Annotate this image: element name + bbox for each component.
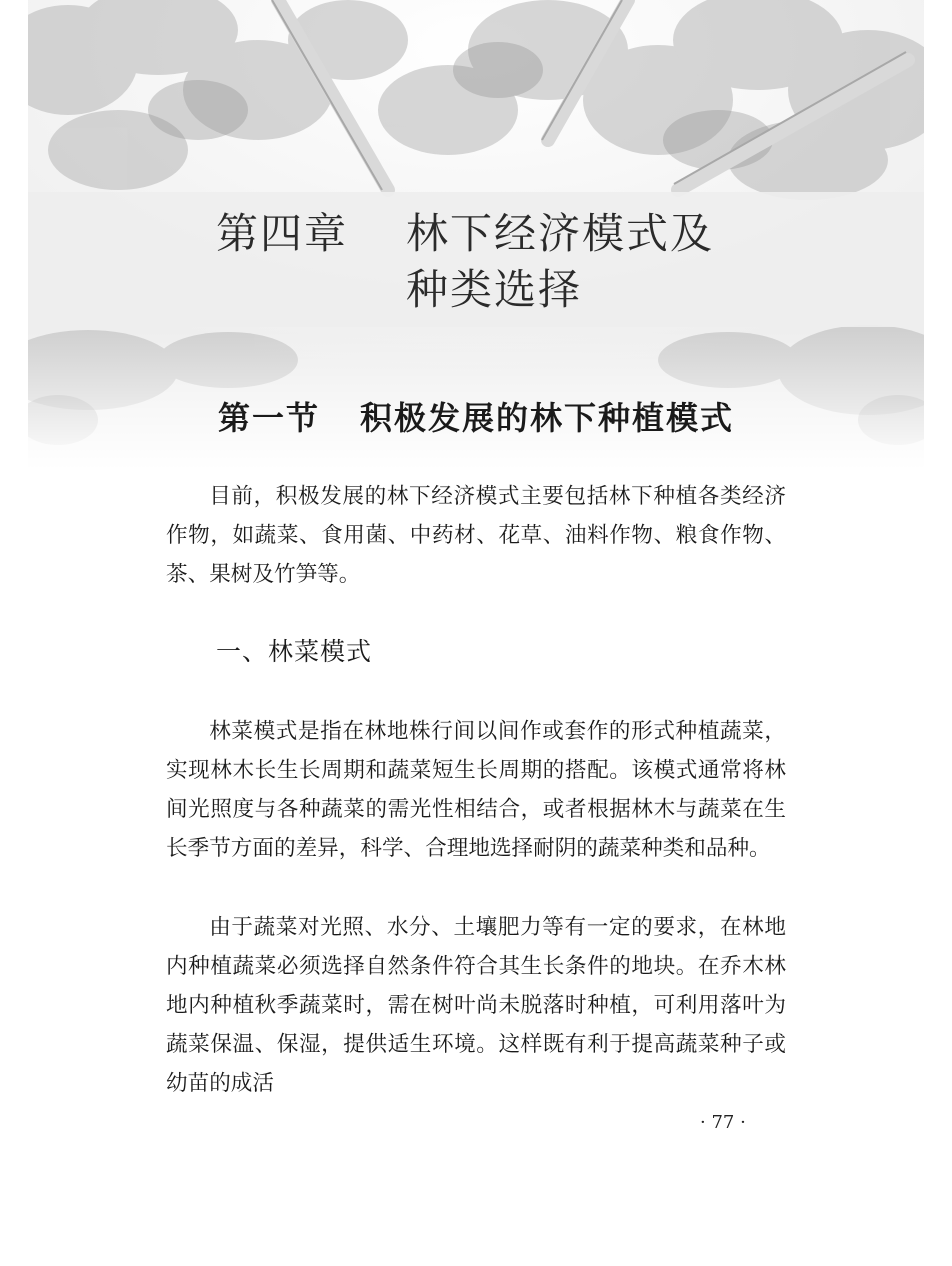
chapter-title-line2: 种类选择 (406, 265, 583, 314)
chapter-title-text: 林下经济模式及 (406, 209, 715, 258)
body-paragraph: 由于蔬菜对光照、水分、土壤肥力等有一定的要求，在林地内种植蔬菜必须选择自然条件符合其生长条件的地块。在乔木林地内种植秋季蔬菜时，需在树叶尚未脱落时种植，可利用落叶为蔬菜保温、保湿，提供适生环境。这样既有利于提高蔬菜种子或幼苗的成活 (166, 915, 786, 1096)
subheading: 一、林菜模式 (216, 637, 373, 666)
page-number: · 77 · (700, 1112, 746, 1133)
chapter-title-line1 (216, 207, 714, 261)
body-paragraph: 林菜模式是指在林地株行间以间作或套作的形式种植蔬菜，实现林木长生长周期和蔬菜短生长周期的搭配。该模式通常将林间光照度与各种蔬菜的需光性相结合，或者根据林木与蔬菜在生长季节方面的差异，科学、合理地选择耐阴的蔬菜种类和品种。 (166, 719, 786, 861)
section-title (0, 393, 952, 439)
section-label: 第一节 (217, 399, 320, 437)
chapter-label: 第四章 (216, 209, 349, 258)
section-title-text: 积极发展的林下种植模式 (360, 399, 735, 437)
intro-paragraph: 目前，积极发展的林下经济模式主要包括林下种植各类经济作物，如蔬菜、食用菌、中药材、花草、油料作物、粮食作物、茶、果树及竹笋等。 (166, 484, 786, 587)
